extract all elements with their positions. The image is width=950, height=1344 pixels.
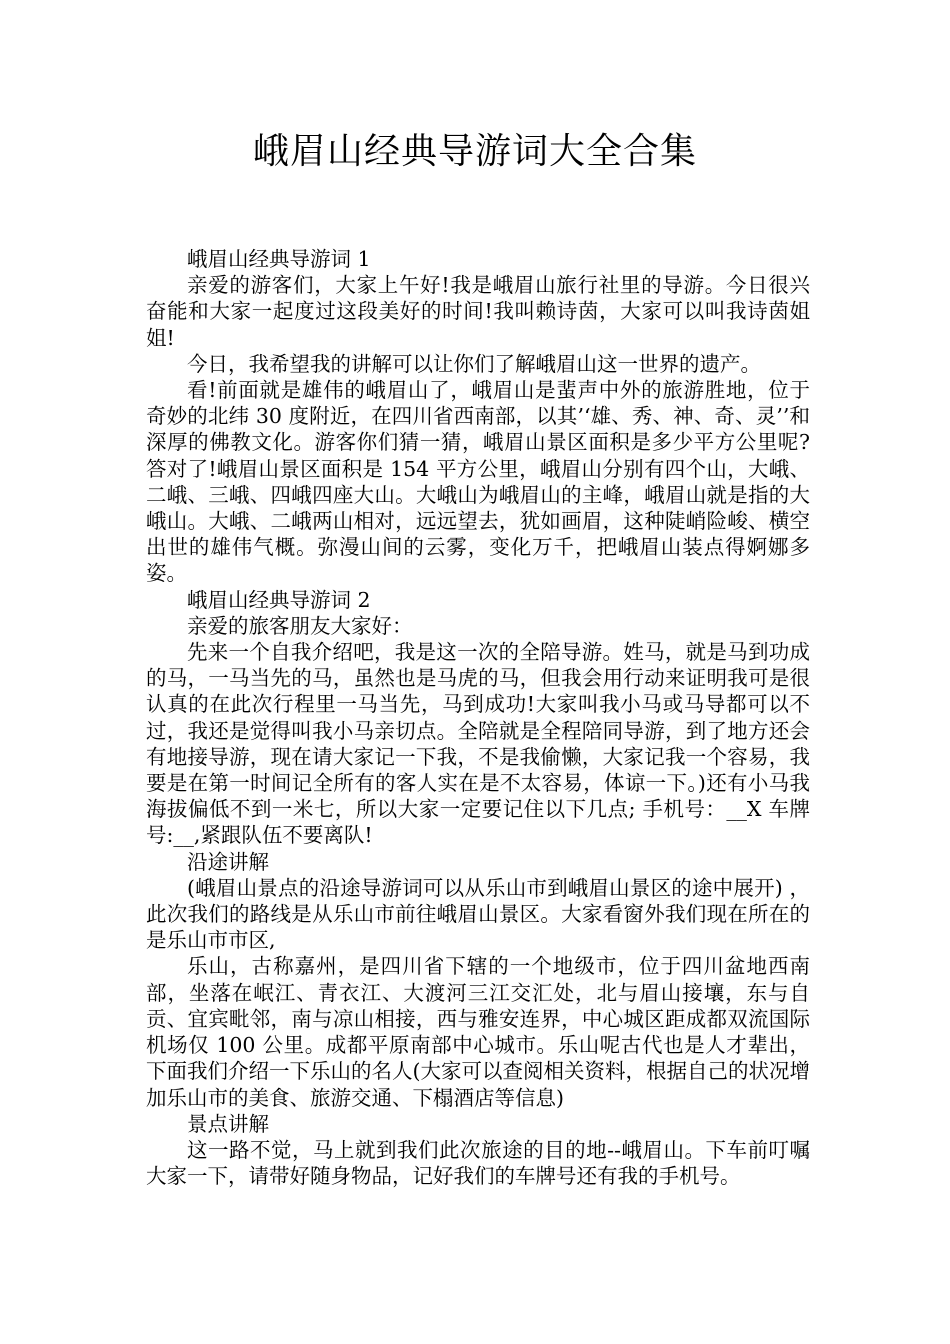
paragraph-leshan: 乐山，古称嘉州，是四川省下辖的一个地级市，位于四川盆地西南部，坐落在岷江、青衣江、大渡河三江交汇处，北与眉山接壤，东与自贡、宜宾毗邻，南与凉山相接，西与雅安连界，中心城区距成都双流国际机场仅 100 公里。成都平原南部中心城市。乐山呢古代也是人才辈出，下面我们介绍一下乐山的名人(大家可以查阅相关资料，根据自己的状况增加乐山市的美食、旅游交通、下榻酒店等信息) [146, 954, 810, 1110]
paragraph-intro: 今日，我希望我的讲解可以让你们了解峨眉山这一世界的遗产。 [187, 351, 761, 376]
paragraph-mountain-description: 看!前面就是雄伟的峨眉山了，峨眉山是蜚声中外的旅游胜地，位于奇妙的北纬 30 度附近，在四川省西南部，以其’‘雄、秀、神、奇、灵’’和深厚的佛教文化。游客你们猜一猜，峨眉山景区面积是多少平方公里呢?答对了!峨眉山景区面积是 154 平方公里，峨眉山分别有四个山，大峨、二峨、三峨、四峨四座大山。大峨山为峨眉山的主峰，峨眉山就是指的大峨山。大峨、二峨两山相对，远远望去，犹如画眉，这种陡峭险峻、横空出世的雄伟气概。弥漫山间的云雾，变化万千，把峨眉山装点得婀娜多姿。 [146, 378, 810, 586]
document-body [146, 246, 810, 1189]
section-heading-2: 峨眉山经典导游词 2 [187, 587, 371, 612]
paragraph-greeting-2: 亲爱的旅客朋友大家好： [187, 613, 413, 638]
paragraph-arrival: 这一路不觉，马上就到我们此次旅途的目的地--峨眉山。下车前叮嘱大家一下，请带好随身物品，记好我们的车牌号还有我的手机号。 [146, 1137, 810, 1189]
section-heading-1: 峨眉山经典导游词 1 [187, 247, 371, 271]
paragraph-self-introduction: 先来一个自我介绍吧，我是这一次的全陪导游。姓马，就是马到功成的马，一马当先的马，虽然也是马虎的马，但我会用行动来证明我可是很认真的在此次行程里一马当先，马到成功!大家叫我小马或马导都可以不过，我还是觉得叫我小马亲切点。全陪就是全程陪同导游，到了地方还会有地接导游，现在请大家记一下我，不是我偷懒，大家记我一个容易，我要是在第一时间记全所有的客人实在是不太容易，体谅一下。)还有小马我海拔偏低不到一米七，所以大家一定要记住以下几点; 手机号：__X 车牌号:__,紧跟队伍不要离队! [146, 640, 810, 848]
document-title: 峨眉山经典导游词大全合集 [252, 131, 697, 172]
section-heading-route: 沿途讲解 [187, 849, 269, 874]
section-heading-scenic: 景点讲解 [187, 1111, 269, 1136]
paragraph-greeting: 亲爱的游客们，大家上午好!我是峨眉山旅行社里的导游。今日很兴奋能和大家一起度过这段美好的时间!我叫赖诗茵，大家可以叫我诗茵姐姐! [146, 273, 810, 350]
paragraph-route: (峨眉山景点的沿途导游词可以从乐山市到峨眉山景区的途中展开) ，此次我们的路线是从乐山市前往峨眉山景区。大家看窗外我们现在所在的是乐山市市区, [146, 875, 810, 953]
